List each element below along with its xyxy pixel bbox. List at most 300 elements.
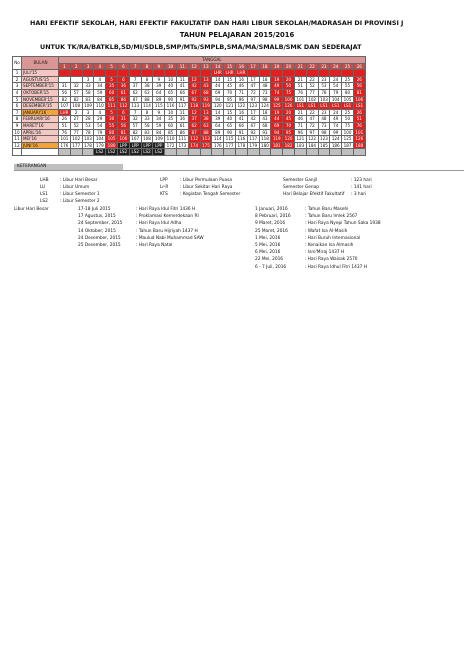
- calendar-cell: 7: [129, 76, 141, 83]
- calendar-cell: 53: [318, 83, 330, 90]
- holiday-item: [255, 264, 381, 271]
- day-header: 12: [188, 63, 200, 70]
- calendar-cell: 39: [153, 83, 165, 90]
- calendar-cell: 16: [235, 109, 247, 116]
- calendar-row: [13, 70, 366, 77]
- calendar-row: [13, 103, 366, 110]
- legend-column-1: [40, 177, 100, 205]
- semester-summary: [283, 177, 372, 184]
- holiday-item: [255, 242, 381, 249]
- calendar-cell: 116: [237, 136, 246, 142]
- holiday-name: : Hari Raya Idul Fitri 1436 H: [136, 207, 196, 212]
- calendar-cell: [353, 149, 365, 156]
- calendar-row: [13, 142, 366, 149]
- holiday-date: 17-18 Juli 2015: [78, 207, 111, 212]
- calendar-cell: 74: [271, 89, 283, 96]
- holiday-item: [78, 235, 204, 242]
- calendar-cell: 85: [165, 129, 177, 136]
- day-header: 2: [70, 63, 82, 70]
- calendar-cell: 66: [176, 89, 188, 96]
- calendar-cell: 108: [72, 103, 81, 109]
- calendar-cell: 110: [95, 103, 104, 109]
- calendar-cell: 101: [296, 96, 305, 102]
- day-header: 6: [117, 63, 129, 70]
- calendar-cell: 69: [271, 122, 283, 129]
- semester-label: Hari Belajar Efektif Fakultatif: [283, 192, 345, 197]
- calendar-cell: 179: [249, 142, 258, 148]
- calendar-cell: 45: [283, 116, 295, 123]
- calendar-cell: 111: [178, 136, 187, 142]
- calendar-cell: 176: [213, 142, 222, 148]
- calendar-cell: 17: [247, 76, 259, 83]
- calendar-cell: 110: [166, 136, 175, 142]
- calendar-cell: [141, 70, 153, 77]
- calendar-cell: 98: [259, 96, 271, 103]
- calendar-cell: 10: [165, 109, 177, 116]
- calendar-cell: 49: [271, 83, 283, 90]
- calendar-cell: 24: [330, 76, 342, 83]
- calendar-cell: 122: [308, 136, 317, 142]
- calendar-cell: [188, 70, 200, 77]
- calendar-cell: [165, 149, 177, 156]
- calendar-cell: 53: [82, 122, 94, 129]
- calendar-cell: 44: [271, 116, 283, 123]
- calendar-cell: 57: [129, 122, 141, 129]
- calendar-cell: 44: [212, 83, 224, 90]
- calendar-cell: 85: [106, 96, 118, 103]
- semester-label: Semester Genap: [283, 185, 319, 190]
- calendar-cell: 124: [331, 136, 340, 142]
- calendar-cell: 66: [235, 122, 247, 129]
- calendar-cell: 71: [294, 122, 306, 129]
- calendar-cell: 115: [154, 103, 163, 109]
- calendar-cell: 61: [117, 89, 129, 96]
- calendar-cell: 111: [107, 103, 116, 109]
- calendar-cell: 38: [200, 116, 212, 123]
- day-header: 20: [283, 63, 295, 70]
- holiday-name: : Wafat Isa Al-Masih: [305, 228, 348, 234]
- calendar-cell: 183: [296, 142, 305, 148]
- holiday-name: : Proklamasi Kemerdekaan RI: [136, 214, 199, 220]
- calendar-cell: 25: [342, 109, 354, 116]
- calendar-cell: 119: [202, 103, 210, 109]
- calendar-cell: 4: [94, 109, 106, 116]
- holiday-date: 25 Desember, 2015: [78, 243, 121, 249]
- calendar-cell: LS2: [117, 149, 129, 156]
- calendar-cell: 38: [141, 83, 153, 90]
- calendar-row: [13, 116, 366, 123]
- day-header: 23: [318, 63, 330, 70]
- calendar-cell: LHR: [225, 70, 234, 76]
- row-number: 2: [13, 76, 22, 83]
- calendar-cell: [70, 149, 82, 156]
- holiday-name: : Hari Raya Natal: [136, 243, 173, 249]
- row-number: 1: [13, 70, 22, 77]
- holiday-date: 14 Oktober, 2015: [78, 228, 116, 234]
- calendar-cell: 48: [259, 83, 271, 90]
- holiday-item: [255, 235, 381, 242]
- calendar-cell: 173: [178, 142, 187, 148]
- calendar-cell: 125: [343, 136, 352, 142]
- calendar-cell: LS1: [294, 103, 306, 110]
- calendar-cell: 102: [308, 96, 317, 102]
- calendar-cell: 81: [353, 89, 365, 96]
- calendar-cell: 51: [353, 116, 365, 123]
- holiday-name: : Tahun Baru Masehi: [305, 207, 349, 212]
- calendar-cell: 102: [72, 136, 81, 142]
- calendar-cell: 55: [342, 83, 354, 90]
- legend-item: [160, 177, 240, 184]
- calendar-cell: 20: [283, 76, 295, 83]
- row-month: MARET'16: [22, 122, 59, 129]
- calendar-cell: 93: [200, 96, 212, 103]
- calendar-cell: 72: [306, 122, 318, 129]
- calendar-cell: 112: [190, 136, 199, 142]
- calendar-cell: LS1: [342, 103, 354, 110]
- holiday-date: 25 Maret, 2016: [255, 228, 288, 234]
- calendar-cell: [165, 70, 177, 77]
- calendar-cell: 47: [247, 83, 259, 90]
- calendar-cell: 31: [117, 116, 129, 123]
- holiday-date: 1 Mei, 2016: [255, 235, 281, 241]
- calendar-cell: 8: [141, 76, 153, 83]
- row-number: 12: [14, 142, 20, 148]
- row-number: 3: [13, 83, 22, 90]
- calendar-cell: LPP: [141, 142, 153, 149]
- calendar-cell: 95: [224, 96, 236, 103]
- calendar-cell: 76: [59, 129, 71, 136]
- calendar-cell: 104: [331, 96, 340, 102]
- calendar-cell: 67: [247, 122, 259, 129]
- calendar-cell: [283, 149, 295, 156]
- calendar-cell: 82: [129, 129, 141, 136]
- calendar-cell: 43: [200, 83, 212, 90]
- calendar-cell: 113: [131, 103, 140, 109]
- calendar-cell: [342, 149, 354, 156]
- holiday-date: 24 Desember, 2015: [78, 235, 121, 241]
- holiday-date: 8 Pebruari, 2016: [255, 214, 291, 220]
- calendar-cell: 15: [224, 109, 236, 116]
- day-header: 26: [353, 63, 365, 70]
- legend-code: KTS: [160, 192, 168, 197]
- calendar-cell: 56: [353, 83, 365, 90]
- calendar-cell: 22: [306, 76, 318, 83]
- calendar-cell: 80: [106, 129, 118, 136]
- semester-value: : 123 hari: [351, 178, 372, 183]
- calendar-cell: 34: [94, 83, 106, 90]
- calendar-cell: LS1: [330, 103, 342, 110]
- calendar-cell: [200, 149, 212, 156]
- holiday-name: : Maulud Nabi Muhammad SAW: [136, 235, 204, 241]
- calendar-cell: 41: [176, 83, 188, 90]
- calendar-cell: 90: [224, 129, 236, 136]
- calendar-cell: 78: [318, 89, 330, 96]
- calendar-cell: 15: [224, 76, 236, 83]
- calendar-cell: 100: [284, 96, 293, 102]
- calendar-cell: 125: [272, 103, 281, 109]
- row-month: DESEMBER'15: [22, 103, 59, 110]
- calendar-cell: 34: [153, 116, 165, 123]
- calendar-cell: 82: [59, 96, 71, 103]
- calendar-cell: [59, 70, 71, 77]
- calendar-cell: 86: [176, 129, 188, 136]
- calendar-cell: 97: [306, 129, 318, 136]
- holiday-date: 5 Mei, 2016: [255, 243, 281, 249]
- calendar-cell: LHR: [213, 70, 222, 76]
- calendar-cell: 185: [320, 142, 328, 148]
- calendar-cell: 83: [82, 96, 94, 103]
- calendar-cell: 121: [225, 103, 234, 109]
- calendar-cell: 76: [353, 122, 365, 129]
- calendar-cell: 86: [117, 96, 129, 103]
- calendar-cell: 32: [129, 116, 141, 123]
- calendar-cell: 72: [247, 89, 259, 96]
- calendar-cell: 73: [259, 89, 271, 96]
- calendar-cell: 50: [283, 83, 295, 90]
- day-header: 9: [153, 63, 165, 70]
- calendar-cell: 14: [212, 109, 224, 116]
- calendar-cell: 5: [106, 109, 118, 116]
- calendar-row: [13, 96, 366, 103]
- calendar-cell: 25: [342, 76, 354, 83]
- calendar-cell: 101: [60, 136, 69, 142]
- row-number: 9: [13, 122, 22, 129]
- calendar-cell: 84: [153, 129, 165, 136]
- calendar-cell: 43: [259, 116, 271, 123]
- calendar-cell: 75: [342, 122, 354, 129]
- calendar-cell: 21: [294, 109, 306, 116]
- calendar-cell: [235, 149, 247, 156]
- semester-label: Semester Ganjil: [283, 178, 318, 183]
- calendar-cell: 81: [117, 129, 129, 136]
- day-header: 22: [306, 63, 318, 70]
- day-header: 5: [106, 63, 118, 70]
- row-month: AGUSTUS'15: [22, 76, 59, 83]
- row-month: FEBRUARI'16: [22, 116, 59, 123]
- calendar-cell: 117: [178, 103, 187, 109]
- calendar-cell: 92: [188, 96, 200, 103]
- holiday-name: : Hari Raya Idul Adha: [136, 221, 182, 227]
- calendar-cell: [106, 70, 118, 77]
- calendar-cell: 188: [355, 142, 364, 148]
- row-number: 6: [13, 103, 22, 110]
- calendar-cell: 82: [70, 96, 82, 103]
- calendar-cell: 77: [306, 89, 318, 96]
- calendar-cell: 56: [59, 89, 71, 96]
- calendar-cell: 120: [213, 103, 222, 109]
- calendar-cell: [247, 149, 259, 156]
- calendar-cell: 24: [330, 109, 342, 116]
- semester-value: : 141 hari: [351, 185, 372, 190]
- calendar-cell: 64: [153, 89, 165, 96]
- calendar-cell: 109: [84, 103, 92, 109]
- legend-item: [160, 191, 240, 198]
- calendar-cell: [271, 70, 283, 77]
- calendar-cell: [153, 70, 165, 77]
- calendar-cell: 45: [224, 83, 236, 90]
- row-month: [22, 149, 59, 156]
- calendar-cell: 112: [119, 103, 128, 109]
- no-header: No: [13, 57, 22, 70]
- calendar-cell: 10: [165, 76, 177, 83]
- calendar-cell: 79: [94, 129, 106, 136]
- calendar-cell: 56: [117, 122, 129, 129]
- calendar-cell: 52: [306, 83, 318, 90]
- calendar-cell: 39: [212, 116, 224, 123]
- calendar-cell: [70, 76, 82, 83]
- calendar-cell: 115: [225, 136, 234, 142]
- holiday-date: 17 Agustus, 2015: [78, 214, 116, 220]
- calendar-cell: LS2: [94, 149, 106, 156]
- calendar-cell: 104: [95, 136, 104, 142]
- calendar-cell: 105: [107, 136, 116, 142]
- calendar-cell: 23: [318, 76, 330, 83]
- calendar-cell: [212, 149, 224, 156]
- semester-value: : 3 hari: [351, 192, 367, 197]
- holiday-name: : Hari Raya Idhul Fitri 1437 H: [305, 264, 367, 270]
- calendar-cell: 74: [330, 122, 342, 129]
- calendar-cell: 123: [249, 103, 258, 109]
- calendar-cell: 70: [224, 89, 236, 96]
- day-header: 8: [141, 63, 153, 70]
- title-line-2: TAHUN PELAJARAN 2015/2016: [179, 31, 295, 39]
- calendar-cell: 3: [82, 109, 94, 116]
- calendar-cell: 26: [59, 116, 71, 123]
- calendar-cell: 32: [70, 83, 82, 90]
- calendar-cell: 65: [165, 89, 177, 96]
- calendar-cell: [176, 149, 188, 156]
- calendar-cell: 70: [283, 122, 295, 129]
- calendar-cell: 7: [129, 109, 141, 116]
- calendar-cell: 63: [141, 89, 153, 96]
- calendar-cell: 26: [353, 109, 365, 116]
- calendar-cell: 68: [259, 122, 271, 129]
- calendar-cell: [294, 149, 306, 156]
- holiday-item: [78, 220, 204, 227]
- calendar-cell: 113: [202, 136, 210, 142]
- holiday-item: [78, 206, 204, 213]
- calendar-cell: 37: [129, 83, 141, 90]
- calendar-cell: 118: [190, 103, 199, 109]
- calendar-cell: 60: [165, 122, 177, 129]
- calendar-cell: [342, 70, 354, 77]
- legend-code: LPP: [160, 178, 168, 183]
- row-number: 8: [13, 116, 22, 123]
- calendar-cell: 105: [343, 96, 352, 102]
- calendar-cell: 89: [153, 96, 165, 103]
- calendar-cell: 103: [84, 136, 92, 142]
- calendar-cell: LHR: [60, 109, 69, 115]
- semester-summary: [283, 191, 372, 198]
- calendar-cell: 181: [272, 142, 281, 148]
- calendar-cell: [224, 149, 236, 156]
- calendar-cell: 177: [225, 142, 234, 148]
- calendar-cell: 33: [141, 116, 153, 123]
- calendar-cell: [306, 149, 318, 156]
- calendar-cell: 40: [165, 83, 177, 90]
- row-month: NOVEMBER'15: [22, 96, 59, 103]
- row-month: JUNI'16: [22, 142, 59, 149]
- calendar-cell: 20: [283, 109, 295, 116]
- legend-code: LS2: [40, 199, 48, 204]
- calendar-cell: [200, 70, 212, 77]
- calendar-cell: LS1: [318, 103, 330, 110]
- calendar-cell: 50: [342, 116, 354, 123]
- calendar-cell: 58: [141, 122, 153, 129]
- legend-text: : Libur Hari Besar: [60, 178, 98, 183]
- legend-column-3: [283, 177, 372, 198]
- calendar-cell: LS2: [129, 149, 141, 156]
- calendar-cell: [294, 70, 306, 77]
- calendar-cell: 42: [247, 116, 259, 123]
- row-number: 10: [14, 129, 20, 135]
- holiday-date: 6 - 7 Juli, 2016: [255, 264, 287, 270]
- row-number: 7: [13, 109, 22, 116]
- calendar-cell: 6: [117, 76, 129, 83]
- legend-text: : Libur Semester 1: [60, 192, 100, 197]
- legend-item: [40, 191, 100, 198]
- calendar-row: [13, 89, 366, 96]
- calendar-row: [13, 83, 366, 90]
- calendar-cell: 19: [271, 109, 283, 116]
- calendar-cell: 109: [154, 136, 163, 142]
- calendar-cell: 88: [200, 129, 212, 136]
- day-header: 19: [271, 63, 283, 70]
- calendar-cell: [188, 149, 200, 156]
- calendar-cell: 114: [213, 136, 222, 142]
- legend-column-2: [160, 177, 240, 198]
- legend-code: Lr-R: [160, 185, 169, 190]
- keterangan-divider: [14, 170, 464, 171]
- day-header: 18: [259, 63, 271, 70]
- legend-item: [40, 184, 100, 191]
- calendar-cell: LS2: [153, 149, 165, 156]
- calendar-cell: 95: [283, 129, 295, 136]
- calendar-cell: 58: [82, 89, 94, 96]
- calendar-cell: 103: [320, 96, 328, 102]
- holiday-date: 24 September, 2015: [78, 221, 123, 227]
- calendar-row: [13, 129, 366, 136]
- calendar-cell: 54: [330, 83, 342, 90]
- calendar-cell: 99: [271, 96, 283, 103]
- row-month: JANUARI'16: [22, 109, 59, 116]
- calendar-cell: 108: [143, 136, 151, 142]
- calendar-cell: 54: [94, 122, 106, 129]
- calendar-cell: 80: [342, 89, 354, 96]
- calendar-cell: [82, 149, 94, 156]
- calendar-cell: 36: [117, 83, 129, 90]
- holiday-item: [255, 256, 381, 263]
- title-line-3: UNTUK TK/RA/BATKLB,SD/MI/SDLB,SMP/MTs/SMPLB,SMA/MA/SMALB/SMK DAN SEDERAJAT: [40, 43, 362, 51]
- calendar-cell: 30: [106, 116, 118, 123]
- day-header: 11: [176, 63, 188, 70]
- row-month: MEI'16: [22, 136, 59, 143]
- calendar-cell: 77: [70, 129, 82, 136]
- calendar-cell: [353, 70, 365, 77]
- calendar-row: [13, 122, 366, 129]
- calendar-cell: 40: [224, 116, 236, 123]
- calendar-cell: [259, 70, 271, 77]
- calendar-cell: 126: [284, 103, 293, 109]
- day-header: 14: [212, 63, 224, 70]
- calendar-cell: 182: [284, 142, 293, 148]
- calendar-cell: 179: [95, 142, 104, 148]
- day-header: 10: [165, 63, 177, 70]
- month-header: BULAN: [22, 57, 59, 70]
- calendar-cell: [129, 70, 141, 77]
- calendar-cell: [318, 70, 330, 77]
- holiday-date: 9 Maret, 2016: [255, 221, 286, 227]
